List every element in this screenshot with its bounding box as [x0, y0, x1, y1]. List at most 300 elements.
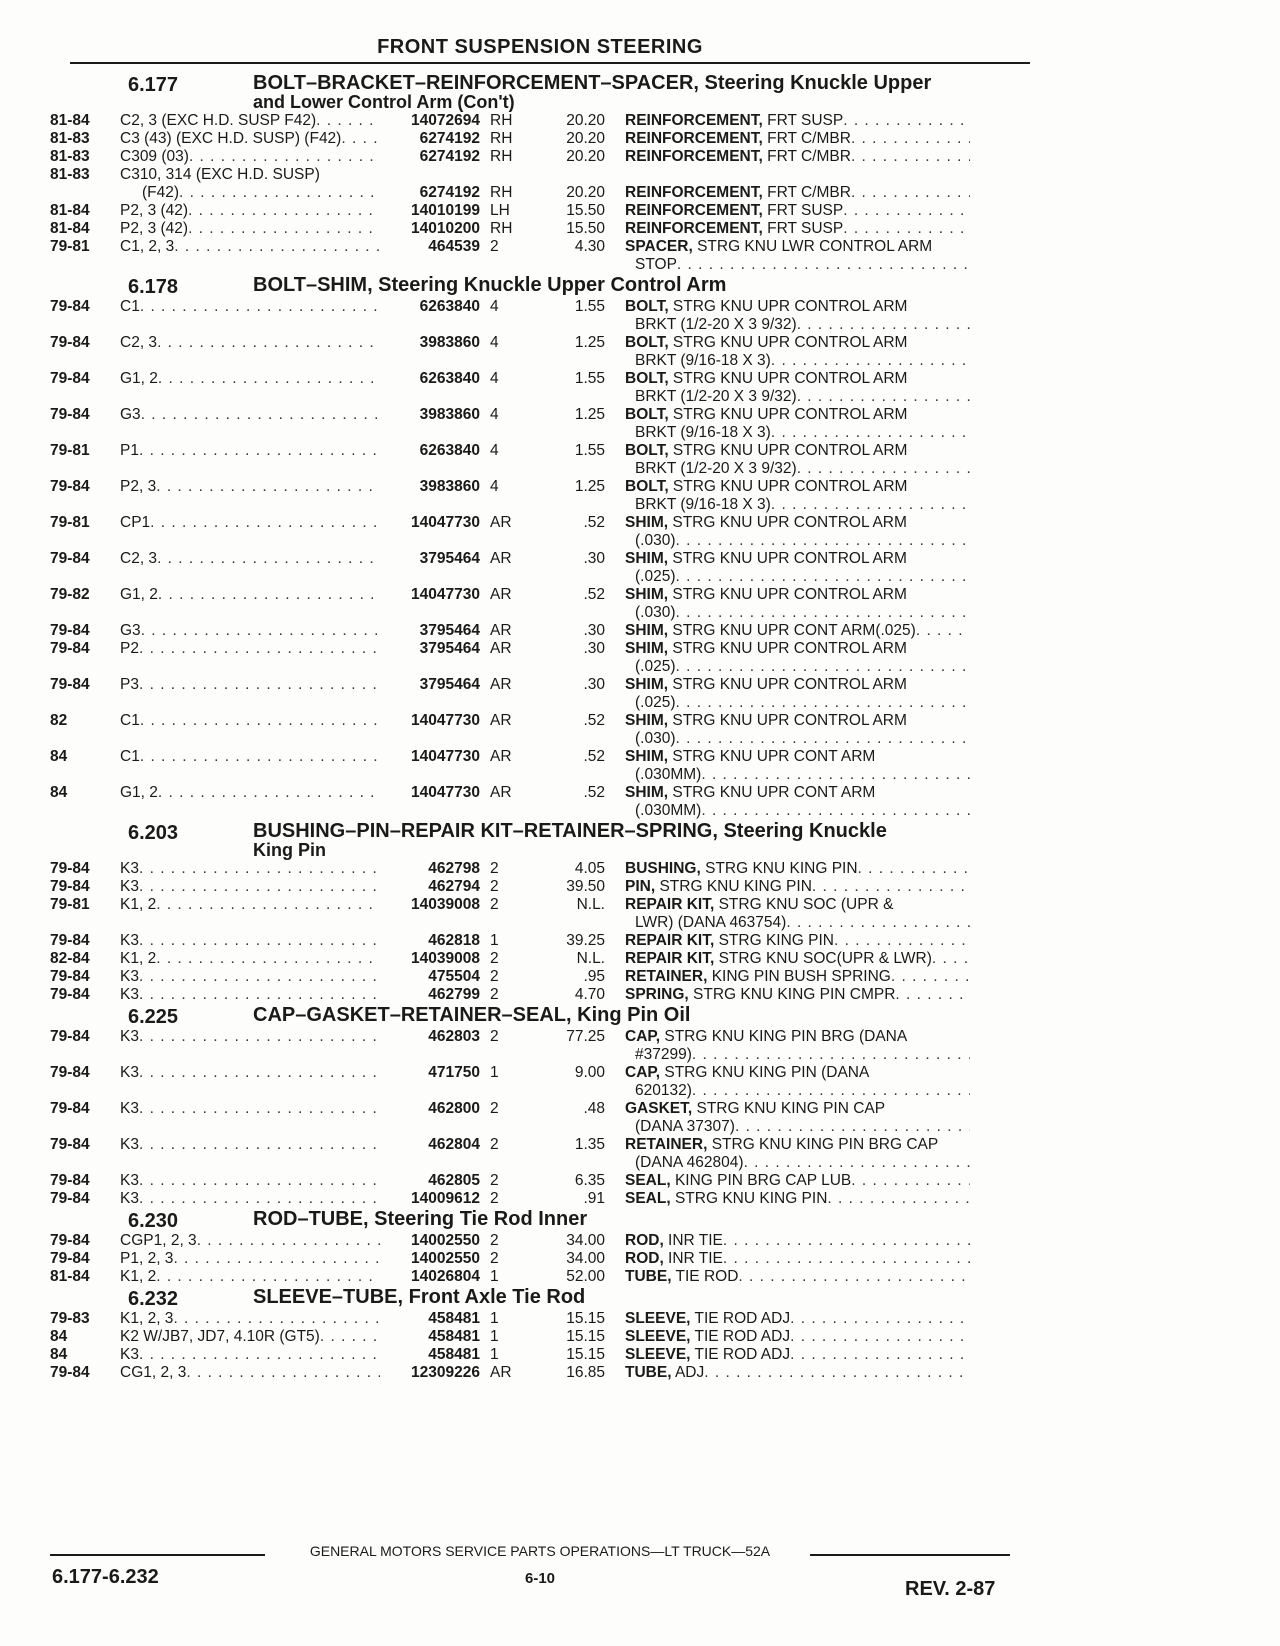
description-keyword: SHIM, [625, 586, 669, 603]
price-cell: 20.20 [566, 184, 605, 201]
description-keyword: REPAIR KIT, [625, 950, 715, 967]
dot-leader [676, 532, 971, 550]
description-keyword: SHIM, [625, 784, 669, 801]
model-text: K3 [120, 1172, 139, 1189]
quantity-cell: 2 [490, 1190, 499, 1207]
dot-leader [932, 950, 970, 968]
dot-leader [797, 460, 970, 478]
part-number-cell: 6274192 [419, 184, 480, 201]
dot-leader [858, 860, 970, 878]
quantity-cell: RH [490, 130, 513, 147]
description-keyword: SEAL, [625, 1190, 671, 1207]
dot-leader [173, 1310, 380, 1328]
description-text: STRG KNU UPR CONTROL ARM [668, 406, 908, 423]
quantity-cell: AR [490, 550, 512, 567]
model-text: K1, 2 [120, 1268, 157, 1285]
dot-leader [790, 1346, 970, 1364]
description-text: STRG KNU LWR CONTROL ARM [692, 238, 933, 255]
table-row [50, 406, 1040, 442]
year-cell: 79-81 [50, 442, 90, 459]
table-row [50, 986, 1040, 1004]
year-cell: 79-84 [50, 1136, 90, 1153]
section-number: 6.203 [128, 822, 179, 844]
model-cell [120, 968, 380, 986]
part-number-cell: 14026804 [411, 1268, 480, 1285]
description-text: FRT SUSP [762, 202, 844, 219]
section-subtitle: and Lower Control Arm (Con't) [253, 92, 515, 112]
description-cell [605, 1346, 970, 1364]
part-number-cell: 14039008 [411, 896, 480, 913]
model-text: P2, 3 (42) [120, 202, 189, 219]
part-number-cell: 14047730 [411, 784, 480, 801]
dot-leader [158, 370, 380, 388]
model-text: K3 [120, 968, 139, 985]
section-title-block [253, 1210, 1013, 1232]
dot-leader [139, 1172, 380, 1190]
model-text: G1, 2 [120, 370, 158, 387]
quantity-cell: LH [490, 202, 510, 219]
description-keyword: SHIM, [625, 514, 669, 531]
description-text: STRG KING PIN [714, 932, 834, 949]
description-keyword: BOLT, [625, 334, 669, 351]
part-number-cell: 458481 [428, 1310, 480, 1327]
model-cell [120, 334, 380, 352]
model-cell [120, 112, 380, 130]
model-text: C1, 2, 3 [120, 238, 175, 255]
description-cell [605, 1250, 970, 1268]
description-text: STRG KNU UPR CONTROL ARM [668, 370, 908, 387]
description-continuation: (.030MM) [635, 802, 702, 819]
quantity-cell: AR [490, 514, 512, 531]
model-cell [120, 1364, 380, 1382]
part-number-cell: 6274192 [419, 148, 480, 165]
part-number-cell: 14047730 [411, 514, 480, 531]
part-number-cell: 462799 [428, 986, 480, 1003]
quantity-cell: 2 [490, 1250, 499, 1267]
model-text-cont: (F42) [142, 184, 180, 201]
year-cell: 82-84 [50, 950, 90, 967]
model-cell [120, 986, 380, 1004]
description-text: STRG KNU UPR CONTROL ARM [668, 442, 908, 459]
quantity-cell: 2 [490, 1172, 499, 1189]
description-text: KING PIN BUSH SPRING [707, 968, 891, 985]
price-cell: .30 [583, 676, 605, 693]
dot-leader [197, 1232, 380, 1250]
dot-leader [139, 986, 380, 1004]
model-cell [120, 1310, 380, 1328]
model-cell [120, 1328, 380, 1346]
price-cell: N.L. [576, 950, 605, 967]
model-cell [120, 784, 380, 802]
quantity-cell: 1 [490, 932, 499, 949]
description-cell [605, 550, 970, 586]
quantity-cell: RH [490, 148, 513, 165]
year-cell: 79-84 [50, 334, 90, 351]
description-keyword: BOLT, [625, 442, 669, 459]
model-cell [120, 238, 380, 256]
dot-leader [797, 316, 970, 334]
model-cell [120, 148, 380, 166]
model-cell [120, 622, 380, 640]
section-title: SLEEVE–TUBE, Front Axle Tie Rod [253, 1286, 586, 1308]
model-text: C309 (03) [120, 148, 189, 165]
description-cell [605, 148, 970, 166]
table-row [50, 640, 1040, 676]
section-number: 6.232 [128, 1288, 179, 1310]
description-continuation: BRKT (9/16-18 X 3) [635, 496, 771, 513]
table-row [50, 586, 1040, 622]
model-cell [120, 1028, 380, 1046]
dot-leader [843, 220, 970, 238]
description-cell [605, 950, 970, 968]
quantity-cell: 2 [490, 986, 499, 1003]
description-keyword: GASKET, [625, 1100, 693, 1117]
description-cell [605, 112, 970, 130]
price-cell: 1.35 [574, 1136, 605, 1153]
section-number: 6.178 [128, 276, 179, 298]
dot-leader [771, 496, 970, 514]
quantity-cell: AR [490, 784, 512, 801]
part-number-cell: 462800 [428, 1100, 480, 1117]
model-cell [120, 442, 380, 460]
table-row [50, 202, 1040, 220]
description-text: STRG KNU UPR CONT ARM(.025) [668, 622, 916, 639]
section [50, 1288, 1040, 1382]
quantity-cell: 4 [490, 478, 499, 495]
dot-leader [812, 878, 970, 896]
model-text: P1 [120, 442, 139, 459]
description-continuation: (.025) [635, 568, 676, 585]
dot-leader [790, 1328, 970, 1346]
price-cell: .30 [583, 550, 605, 567]
table-row [50, 220, 1040, 238]
dot-leader [139, 1100, 380, 1118]
quantity-cell: 2 [490, 950, 499, 967]
table-row [50, 442, 1040, 478]
year-cell: 79-84 [50, 860, 90, 877]
description-cell [605, 1310, 970, 1328]
dot-leader [156, 950, 380, 968]
year-cell: 79-84 [50, 406, 90, 423]
table-row [50, 860, 1040, 878]
part-number-cell: 464539 [428, 238, 480, 255]
description-continuation: #37299) [635, 1046, 692, 1063]
year-cell: 79-84 [50, 986, 90, 1003]
year-cell: 82 [50, 712, 68, 729]
dot-leader [158, 586, 380, 604]
quantity-cell: AR [490, 1364, 512, 1381]
description-continuation: (.030) [635, 604, 676, 621]
description-continuation: STOP [635, 256, 677, 273]
table-row [50, 1250, 1040, 1268]
description-cell [605, 298, 970, 334]
dot-leader [834, 932, 970, 950]
quantity-cell: 4 [490, 442, 499, 459]
description-text: STRG KNU UPR CONTROL ARM [668, 334, 908, 351]
dot-leader [827, 1190, 970, 1208]
part-number-cell: 3983860 [419, 478, 480, 495]
model-text: C2, 3 [120, 334, 158, 351]
description-text: FRT C/MBR [762, 130, 851, 147]
model-cell [120, 370, 380, 388]
model-text: K3 [120, 1028, 139, 1045]
dot-leader [157, 550, 380, 568]
part-number-cell: 3983860 [419, 406, 480, 423]
page-title: FRONT SUSPENSION STEERING [377, 36, 703, 58]
description-keyword: REINFORCEMENT, [625, 220, 763, 237]
description-cell [605, 878, 970, 896]
year-cell: 84 [50, 1328, 68, 1345]
dot-leader [676, 730, 971, 748]
quantity-cell: RH [490, 220, 513, 237]
year-cell: 81-84 [50, 112, 90, 129]
description-continuation: (.030) [635, 730, 676, 747]
year-cell: 79-84 [50, 640, 90, 657]
table-row [50, 1310, 1040, 1328]
table-row [50, 950, 1040, 968]
price-cell: 6.35 [574, 1172, 605, 1189]
description-keyword: TUBE, [625, 1364, 672, 1381]
price-cell: 52.00 [566, 1268, 605, 1285]
model-cell [120, 478, 380, 496]
description-cell [605, 586, 970, 622]
description-text: STRG KNU UPR CONTROL ARM [668, 676, 907, 693]
quantity-cell: 2 [490, 1100, 499, 1117]
price-cell: 15.15 [566, 1328, 605, 1345]
table-row [50, 676, 1040, 712]
year-cell: 81-83 [50, 130, 90, 147]
table-row [50, 748, 1040, 784]
price-cell: 15.50 [566, 220, 605, 237]
description-cell [605, 1100, 970, 1136]
model-text: K3 [120, 932, 139, 949]
description-keyword: REINFORCEMENT, [625, 130, 763, 147]
year-cell: 84 [50, 784, 68, 801]
description-keyword: CAP, [625, 1064, 661, 1081]
quantity-cell: 4 [490, 298, 499, 315]
model-text: K3 [120, 1100, 139, 1117]
description-cell [605, 860, 970, 878]
price-cell: 4.70 [574, 986, 605, 1003]
price-cell: .30 [583, 640, 605, 657]
quantity-cell: AR [490, 676, 512, 693]
section [50, 1006, 1040, 1208]
footer-revision: REV. 2-87 [905, 1578, 996, 1600]
price-cell: 77.25 [566, 1028, 605, 1045]
description-keyword: BUSHING, [625, 860, 701, 877]
price-cell: .52 [583, 586, 605, 603]
dot-leader [851, 1172, 970, 1190]
description-continuation: 620132) [635, 1082, 692, 1099]
dot-leader [916, 622, 970, 640]
year-cell: 84 [50, 1346, 68, 1363]
dot-leader [139, 1190, 380, 1208]
model-cell [120, 298, 380, 316]
model-text: P1, 2, 3 [120, 1250, 174, 1267]
table-row [50, 968, 1040, 986]
price-cell: .52 [583, 712, 605, 729]
table-row [50, 1064, 1040, 1100]
quantity-cell: 2 [490, 878, 499, 895]
section-number: 6.225 [128, 1006, 179, 1028]
dot-leader [140, 298, 380, 316]
price-cell: .48 [583, 1100, 605, 1117]
description-text: STRG KNU UPR CONTROL ARM [668, 478, 908, 495]
model-cell [120, 712, 380, 730]
description-cell [605, 1364, 970, 1382]
dot-leader [701, 766, 970, 784]
dot-leader [771, 424, 970, 442]
price-cell: 34.00 [566, 1250, 605, 1267]
dot-leader [692, 1082, 970, 1100]
part-number-cell: 462805 [428, 1172, 480, 1189]
dot-leader [139, 860, 380, 878]
model-text: C310, 314 (EXC H.D. SUSP) [120, 166, 320, 183]
description-cell [605, 1028, 970, 1064]
footer-rule-left [50, 1554, 265, 1556]
section-title-block [253, 74, 1013, 112]
table-row [50, 550, 1040, 586]
description-keyword: PIN, [625, 878, 656, 895]
section-title-block [253, 822, 1013, 860]
description-keyword: REPAIR KIT, [625, 896, 715, 913]
description-text: TIE ROD ADJ [690, 1328, 791, 1345]
description-keyword: REINFORCEMENT, [625, 148, 763, 165]
part-number-cell: 458481 [428, 1328, 480, 1345]
part-number-cell: 6263840 [419, 370, 480, 387]
description-cell [605, 370, 970, 406]
description-continuation: (.030) [635, 532, 676, 549]
quantity-cell: 1 [490, 1268, 499, 1285]
description-text: STRG KNU UPR CONT ARM [668, 784, 876, 801]
dot-leader [188, 220, 380, 238]
quantity-cell: 2 [490, 1232, 499, 1249]
description-continuation: BRKT (1/2-20 X 3 9/32) [635, 460, 797, 477]
part-number-cell: 3983860 [419, 334, 480, 351]
part-number-cell: 3795464 [419, 676, 480, 693]
model-cell [120, 1172, 380, 1190]
table-row [50, 298, 1040, 334]
description-text: FRT C/MBR [762, 148, 851, 165]
table-row [50, 334, 1040, 370]
price-cell: 1.25 [574, 478, 605, 495]
description-text: FRT C/MBR [762, 184, 851, 201]
part-number-cell: 14047730 [411, 712, 480, 729]
price-cell: 16.85 [566, 1364, 605, 1381]
price-cell: 1.55 [574, 298, 605, 315]
year-cell: 79-84 [50, 1232, 90, 1249]
model-text: K3 [120, 878, 139, 895]
description-continuation: BRKT (9/16-18 X 3) [635, 352, 771, 369]
description-keyword: BOLT, [625, 370, 669, 387]
dot-leader [744, 1154, 970, 1172]
description-text: FRT SUSP [762, 220, 844, 237]
quantity-cell: RH [490, 112, 513, 129]
price-cell: 1.25 [574, 334, 605, 351]
price-cell: 9.00 [574, 1064, 605, 1081]
quantity-cell: AR [490, 622, 512, 639]
section-title-block [253, 1006, 1013, 1028]
dot-leader [701, 802, 970, 820]
part-number-cell: 475504 [428, 968, 480, 985]
model-cell [120, 1346, 380, 1364]
price-cell: 4.30 [574, 238, 605, 255]
section-header [50, 822, 1040, 860]
dot-leader [676, 694, 971, 712]
model-text: K3 [120, 1064, 139, 1081]
dot-leader [140, 712, 380, 730]
model-text: K1, 2 [120, 896, 157, 913]
description-cell [605, 514, 970, 550]
description-keyword: SHIM, [625, 640, 669, 657]
year-cell: 79-81 [50, 896, 90, 913]
model-text: P2 [120, 640, 139, 657]
model-text: K3 [120, 1190, 139, 1207]
part-number-cell: 14010199 [411, 202, 480, 219]
description-continuation: (.025) [635, 658, 676, 675]
model-text: K3 [120, 1346, 139, 1363]
price-cell: 39.25 [566, 932, 605, 949]
model-cell [120, 586, 380, 604]
dot-leader [139, 640, 380, 658]
model-cell [120, 860, 380, 878]
dot-leader [843, 202, 970, 220]
part-number-cell: 3795464 [419, 640, 480, 657]
model-cell [120, 1250, 380, 1268]
description-cell [605, 968, 970, 986]
year-cell: 79-84 [50, 878, 90, 895]
dot-leader [891, 968, 970, 986]
model-cell [120, 406, 380, 424]
table-row [50, 1172, 1040, 1190]
part-number-cell: 462818 [428, 932, 480, 949]
table-row [50, 166, 1040, 202]
description-continuation: BRKT (1/2-20 X 3 9/32) [635, 388, 797, 405]
price-cell: .95 [583, 968, 605, 985]
section-header [50, 1210, 1040, 1232]
description-text: FRT SUSP [762, 112, 844, 129]
dot-leader [139, 442, 380, 460]
description-cell [605, 478, 970, 514]
table-row [50, 932, 1040, 950]
part-number-cell: 14047730 [411, 586, 480, 603]
section-title: BOLT–SHIM, Steering Knuckle Upper Control Arm [253, 274, 727, 296]
model-text: G1, 2 [120, 784, 158, 801]
description-cell [605, 622, 970, 640]
quantity-cell: 4 [490, 370, 499, 387]
description-keyword: RETAINER, [625, 1136, 708, 1153]
dot-leader [723, 1232, 970, 1250]
description-text: STRG KNU UPR CONTROL ARM [668, 640, 907, 657]
section-header [50, 276, 1040, 298]
model-text: C3 (43) (EXC H.D. SUSP) (F42) [120, 130, 342, 147]
section-number: 6.177 [128, 74, 179, 96]
model-cell [120, 1136, 380, 1154]
price-cell: .52 [583, 784, 605, 801]
model-text: C1 [120, 712, 140, 729]
price-cell: 1.55 [574, 442, 605, 459]
dot-leader [843, 112, 970, 130]
year-cell: 81-84 [50, 202, 90, 219]
part-number-cell: 14039008 [411, 950, 480, 967]
description-text: STRG KNU KING PIN BRG (DANA [660, 1028, 908, 1045]
model-text: K2 W/JB7, JD7, 4.10R (GT5) [120, 1328, 320, 1345]
price-cell: .52 [583, 514, 605, 531]
year-cell: 81-83 [50, 166, 90, 183]
part-number-cell: 14047730 [411, 748, 480, 765]
description-cell [605, 1190, 970, 1208]
dot-leader [851, 184, 970, 202]
